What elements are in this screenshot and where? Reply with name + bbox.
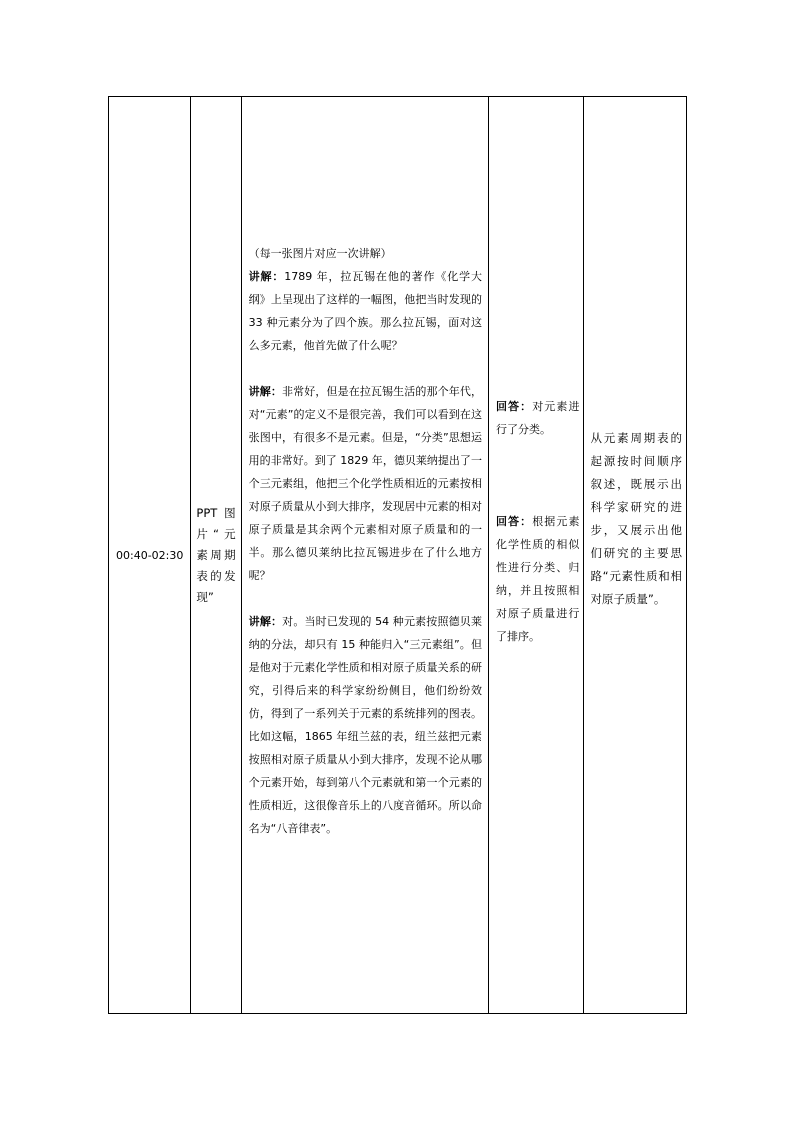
table-row	[109, 97, 687, 1014]
paragraph-label: 讲解：	[248, 385, 283, 398]
answer-text: 根据元素化学性质的相似性进行分类、归纳，并且按照相对原子质量进行了排序。	[495, 514, 580, 643]
teacher-caption: （每一张图片对应一次讲解）	[248, 247, 392, 260]
teacher-activity-cell	[241, 97, 488, 1014]
design-intent-text: 从元素周期表的起源按时间顺序叙述，既展示出科学家研究的进步，又展示出他们研究的主要思路“元素性质和相对原子质量”。	[590, 431, 682, 606]
paragraph-text: 1789 年，拉瓦锡在他的著作《化学大纲》上呈现出了这样的一幅图，他把当时发现的 33 种元素分为了四个族。那么拉瓦锡，面对这么多元素，他首先做了什么呢？	[248, 270, 482, 352]
teacher-paragraph-1	[249, 265, 482, 357]
answer-text: 对元素进行了分类。	[495, 399, 580, 436]
paragraph-text: 对。当时已发现的 54 种元素按照德贝莱纳的分法，却只有 15 种能归入“三元素组”。但是他对于元素化学性质和相对原子质量关系的研究，引得后来的科学家纷纷侧目，他们纷纷效仿，得到了一系列关于元素的系统排列的图表。比如这幅，1865 年纽兰兹的表，纽兰兹把元素按照相对原子质量从小到大排序，发现不论从哪个元素开始，每到第八个元素就和第一个元素的性质相近，这很像音乐上的八度音循环。所以命名为“八音律表”。	[248, 615, 482, 835]
teacher-paragraph-2	[249, 380, 482, 587]
time-range: 00:40-02:30	[116, 548, 184, 562]
lesson-plan-table	[108, 96, 687, 1014]
paragraph-label: 讲解：	[248, 615, 283, 628]
answer-label: 回答：	[495, 514, 533, 528]
answer-label: 回答：	[495, 399, 533, 413]
paragraph-label: 讲解：	[248, 270, 285, 283]
paragraph-text: 非常好，但是在拉瓦锡生活的那个年代，对“元素”的定义不是很完善，我们可以看到在这张图中，有很多不是元素。但是，“分类”思想运用的非常好。到了 1829 年，德贝莱纳提出了一个三元素组，他把三个化学性质相近的元素按相对原子质量从小到大排序，发现居中元素的相对原子质量是其余两个元素相对原子质量和的一半。那么德贝莱纳比拉瓦锡进步在了什么地方呢？	[248, 385, 482, 582]
teacher-paragraph-3	[249, 610, 482, 840]
design-intent-cell	[584, 97, 687, 1014]
student-answer-2	[496, 510, 579, 648]
media-cell	[191, 97, 241, 1014]
student-activity-cell	[488, 97, 583, 1014]
student-answer-1	[496, 395, 579, 441]
time-cell	[109, 97, 191, 1014]
media-description: PPT 图片“元素周期表的发现”	[196, 505, 236, 604]
